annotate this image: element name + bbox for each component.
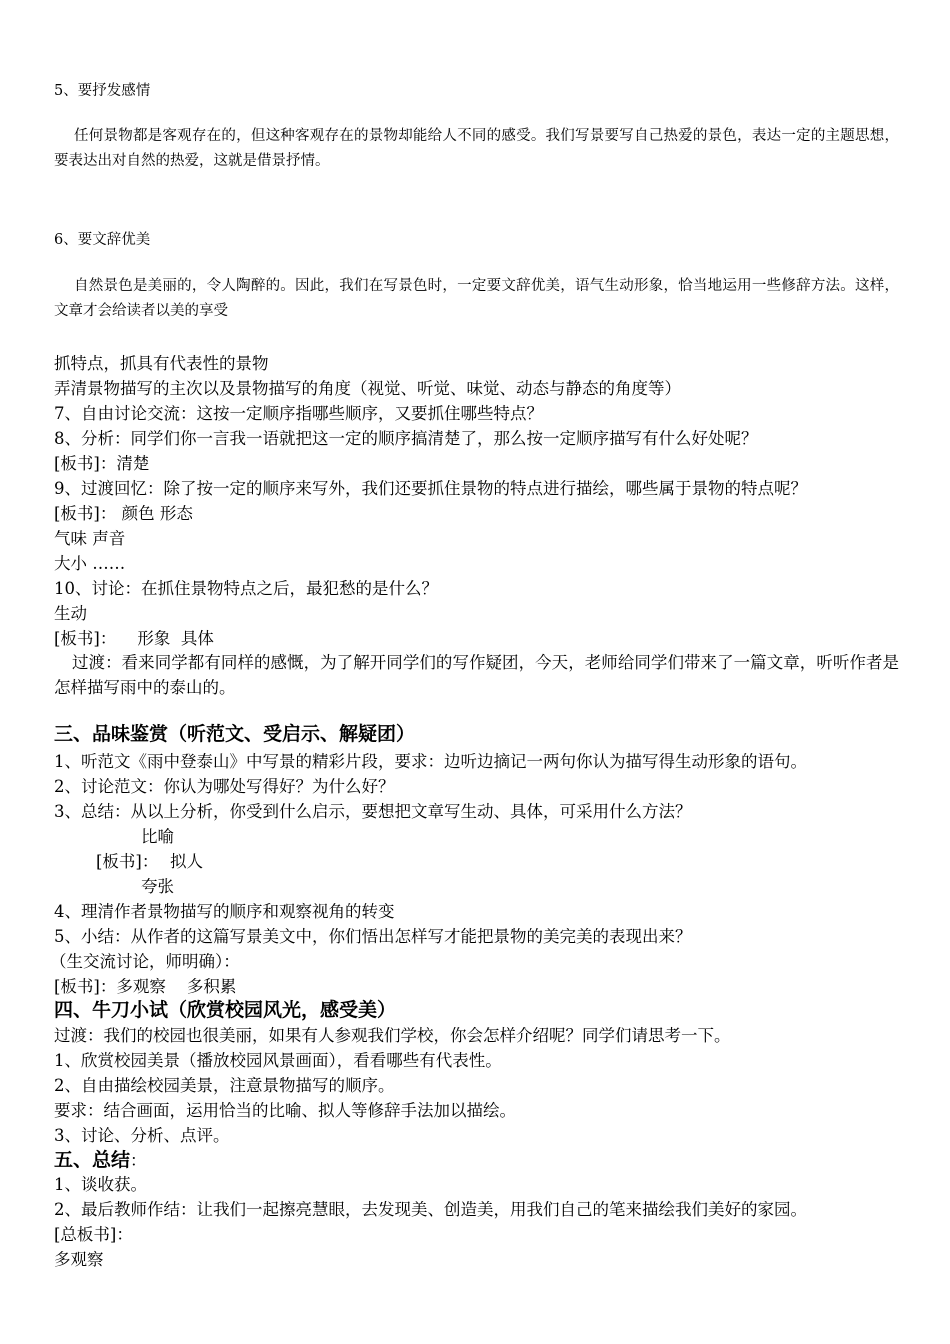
blackboard-line: [板书]：多观察 多积累 — [54, 977, 237, 996]
text-line: 1、欣赏校园美景（播放校园风景画面），看看哪些有代表性。 — [54, 1051, 502, 1070]
text-line: 多观察 — [54, 1250, 104, 1269]
blackboard-line: [总板书]： — [54, 1225, 133, 1244]
blackboard-line: [板书]： 颜色 形态 — [54, 504, 193, 523]
text-line: 10、讨论：在抓住景物特点之后，最犯愁的是什么？ — [54, 579, 438, 598]
blackboard-line: [板书]：清楚 — [54, 454, 150, 473]
section-heading: 四、牛刀小试（欣赏校园风光，感受美） — [54, 999, 397, 1021]
text-line: 要求：结合画面，运用恰当的比喻、拟人等修辞手法加以描绘。 — [54, 1101, 516, 1120]
section-6-paragraph: 自然景色是美丽的，令人陶醉的。因此，我们在写景色时，一定要文辞优美，语气生动形象，恰当地运用一些修辞方法。这样，文章才会给读者以美的享受 — [54, 278, 899, 319]
text-line: 7、自由讨论交流：这按一定顺序指哪些顺序，又要抓住哪些特点？ — [54, 404, 543, 423]
section-heading: 三、品味鉴赏（听范文、受启示、解疑团） — [54, 723, 416, 745]
text-line: 气味 声音 — [54, 529, 126, 548]
text-line: 2、最后教师作结：让我们一起擦亮慧眼，去发现美、创造美，用我们自己的笔来描绘我们美好的家园。 — [54, 1200, 807, 1219]
text-line: 2、讨论范文：你认为哪处写得好？为什么好？ — [54, 777, 395, 796]
text-line: 抓特点，抓具有代表性的景物 — [54, 354, 269, 373]
blackboard-item: 夸张 — [141, 877, 174, 896]
text-line: 8、分析：同学们你一言我一语就把这一定的顺序搞清楚了，那么按一定顺序描写有什么好处呢？ — [54, 429, 758, 448]
text-line: 5、小结：从作者的这篇写景美文中，你们悟出怎样写才能把景物的美完美的表现出来？ — [54, 927, 692, 946]
text-line: 1、谈收获。 — [54, 1175, 147, 1194]
heading-colon: ： — [130, 1151, 147, 1170]
section-5-heading: 5、要抒发感情 — [54, 83, 151, 99]
section-heading: 五、总结 — [54, 1149, 131, 1171]
text-line: 弄清景物描写的主次以及景物描写的角度（视觉、听觉、味觉、动态与静态的角度等） — [54, 379, 681, 398]
section-6-heading: 6、要文辞优美 — [54, 232, 151, 248]
blackboard-line: [板书]： 形象 具体 — [54, 629, 214, 648]
text-line: 生动 — [54, 604, 87, 623]
text-line: 4、理清作者景物描写的顺序和观察视角的转变 — [54, 902, 395, 921]
blackboard-label: [板书]： — [96, 852, 159, 871]
text-line: 过渡：我们的校园也很美丽，如果有人参观我们学校，你会怎样介绍呢？同学们请思考一下。 — [54, 1026, 731, 1045]
blackboard-item: 拟人 — [170, 852, 203, 871]
text-line: 2、自由描绘校园美景，注意景物描写的顺序。 — [54, 1076, 395, 1095]
text-line: 大小 …… — [54, 554, 126, 573]
blackboard-item: 比喻 — [141, 827, 174, 846]
section-5-paragraph: 任何景物都是客观存在的，但这种客观存在的景物却能给人不同的感受。我们写景要写自己热爱的景色，表达一定的主题思想，要表达出对自然的热爱，这就是借景抒情。 — [54, 128, 899, 169]
text-line: 9、过渡回忆：除了按一定的顺序来写外，我们还要抓住景物的特点进行描绘，哪些属于景物的特点呢？ — [54, 479, 807, 498]
summary-heading — [54, 1145, 147, 1172]
text-line: 3、总结：从以上分析，你受到什么启示，要想把文章写生动、具体，可采用什么方法？ — [54, 802, 692, 821]
transition-paragraph: 过渡：看来同学都有同样的感慨，为了解开同学们的写作疑团，今天，老师给同学们带来了一篇文章，听听作者是怎样描写雨中的泰山的。 — [54, 653, 899, 697]
text-line: 1、听范文《雨中登泰山》中写景的精彩片段，要求：边听边摘记一两句你认为描写得生动形象的语句。 — [54, 752, 807, 771]
text-line: （生交流讨论，师明确）： — [50, 952, 240, 971]
text-line: 3、讨论、分析、点评。 — [54, 1126, 230, 1145]
